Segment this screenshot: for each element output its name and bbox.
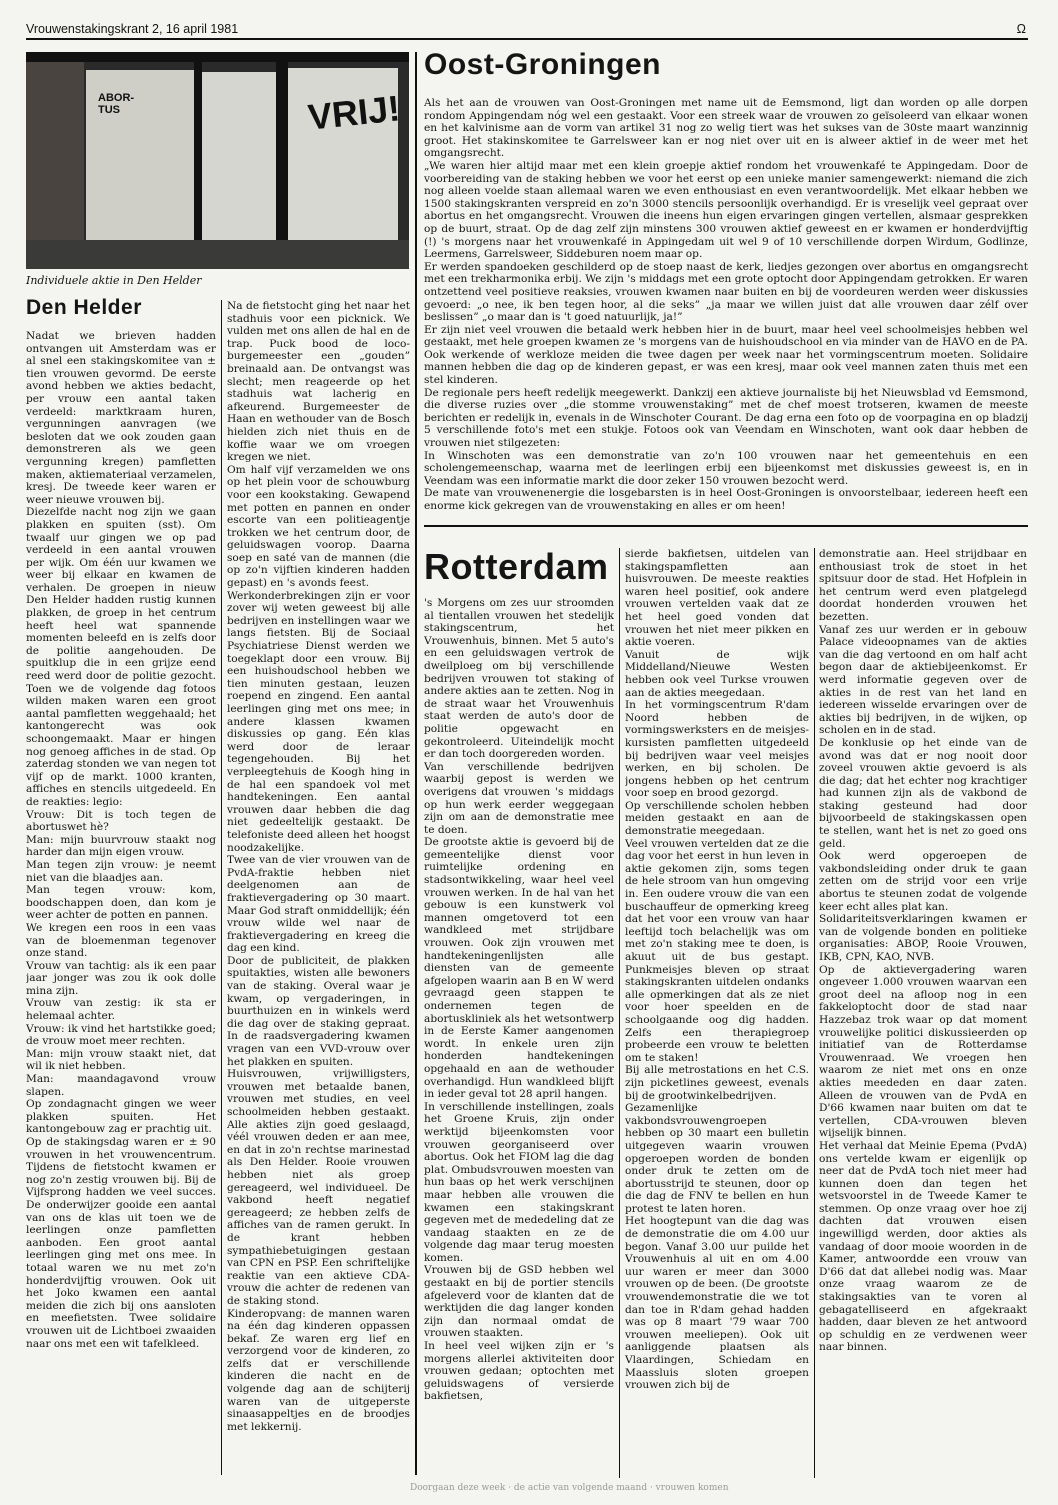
header-title: Vrouwenstakingskrant 2, 16 april 1981 <box>26 22 239 36</box>
paragraph: Om half vijf verzamelden we ons op het plein voor de schouwburg voor een kookstaking. Gewapend met potten en pannen en onder escorte van een politieagentje trokken we het centrum door, de geluidswagen voorop. Daarna soep en saté van de mannen (die op zo'n vijftien kinderen hadden gepast) en 's avonds feest. <box>227 463 410 590</box>
paragraph: Kinderopvang: de mannen waren na één dag kinderen oppassen bekaf. Ze waren erg lief en verzorgend voor de kinderen, zo zelfs dat er verschillende kinderen die nacht en de volgende dag aan de schijterij waren van de uitgeperste sinaasappeltjes en de broodjes met lekkernij. <box>227 1307 410 1433</box>
paragraph: Nadat we brieven hadden ontvangen uit Amsterdam was er al snel een stakingskomitee van ± tien vrouwen gevormd. De eerste avond hebben we akties bedacht, per vrouw een aantal taken verdeeld: marktkraam huren, vergunningen aanvragen (we besloten dat we ook zouden gaan demonstreren als we geen vergunning kregen) pamfletten maken, aktiemateriaal verzamelen, kresj. De tweede keer waren er weer nieuwe vrouwen bij. <box>26 330 216 506</box>
paragraph: Man tegen vrouw: kom, boodschappen doen, dan kom je weer achter de potten en pannen. <box>26 884 216 922</box>
rotterdam-column-3 <box>819 548 1027 1478</box>
section-rule <box>424 525 1028 527</box>
paragraph: We kregen een roos in een vaas van de bloemenman tegenover onze stand. <box>26 921 216 960</box>
paragraph: Vanuit de wijk Middelland/Nieuwe Westen hebben ook veel Turkse vrouwen aan de akties meegedaan. <box>625 648 809 699</box>
paragraph: Op verschillende scholen hebben meiden gestaakt en aan de demonstratie meegedaan. <box>625 799 809 838</box>
rotterdam-column-2 <box>625 548 809 1478</box>
paragraph: 's Morgens om zes uur stroomden al tientallen vrouwen het stedelijk stakingscentrum, het Vrouwenhuis, binnen. Met 5 auto's en een geluidswagen vertrok de dweilploeg om bij verschillende bedrijven vrouwen tot staking of andere akties aan te zetten. Nog in de straat waar het Vrouwenhuis staat werden de auto's door de politie opgewacht en gekontroleerd. Uiteindelijk mocht er dan toch doorgereden worden. <box>424 597 614 761</box>
paragraph: Het verhaal dat Meinie Epema (PvdA) ons vertelde kwam er eigenlijk op neer dat de PvdA toch niet meer had kunnen doen dan tegen het wetsvoorstel in de Tweede Kamer te stemmen. Op onze vraag over hoe zij dachten dat vrouwen eisen ingewilligd werden, door akties als vandaag of door mooie woorden in de Kamer, antwoordde een vrouw van D'66 dat dat allebei nodig was. Maar onze vraag waarom ze de stakingsakties van te voren al gebagatelliseerd en afgekraakt hadden, daar bleven ze het antwoord op schuldig en ze verdwenen weer naar binnen. <box>819 1139 1027 1354</box>
paragraph: Man: mijn vrouw staakt niet, dat wil ik niet hebben. <box>26 1047 216 1073</box>
paragraph: Het hoogtepunt van die dag was de demonstratie die om 4.00 uur begon. Vanaf 3.00 uur puilde het Vrouwenhuis al uit en om 4.00 uur waren er meer dan 3000 vrouwen op de been. (De grootste vrouwendemonstratie die we tot dan toe in R'dam gehad hadden was op 8 maart '79 waar 700 vrouwen meeliepen). Ook uit aanliggende plaatsen als Vlaardingen, Schiedam en Maassluis sloten groepen vrouwen zich bij de <box>625 1215 809 1392</box>
paragraph: Gezamenlijke vakbondsvrouwengroepen hebben op 30 maart een bulletin uitgegeven waarin vrouwen opgeroepen worden de bonden onder druk te zetten om de abortusstrijd te steunen, door op die dag de FNV te bellen en hun protest te laten horen. <box>625 1102 809 1215</box>
sign-abortus: ABOR-TUS <box>98 92 135 116</box>
column-divider <box>619 548 620 1478</box>
paragraph: Veel vrouwen vertelden dat ze die dag voor het eerst in hun leven in aktie gekomen zijn, soms tegen de hele stroom van hun omgeving in. Een oudere vrouw die van een buschauffeur de opmerking kreeg dat het voor een vrouw van haar leeftijd toch belachelijk was om met zo'n staking mee te doen, is akuut uit de bus gestapt. Punkmeisjes bleven op straat stakingskranten uitdelen ondanks alle opmerkingen dat als ze niet voor hoer speelden en de schoolgaande oog dig hadden. Zelfs een therapiegroep probeerde een vrouw te beletten om te staken! <box>625 837 809 1064</box>
paragraph: Diezelfde nacht nog zijn we gaan plakken en spuiten (sst). Om twaalf uur gingen we op pad verdeeld in een aantal vrouwen per wijk. Om één uur kwamen we weer bij elkaar en kwamen de verhalen. De groepen in nieuw Den Helder hadden rustig kunnen plakken, de groep in het centrum heeft heel wat spannende momenten beleefd en is zelfs door de politie aangehouden. De spuitklup die in een grijze eend reed werd door de politie gezocht. Toen we de volgende dag fotoos wilden maken waren een groot aantal pamfletten weggehaald; het kantongerecht was ook schoongemaakt. Maar er hingen nog genoeg affiches in de stad. Op zaterdag stonden we van negen tot vijf op de markt. 1000 kranten, affiches en stencils uitgedeeld. En de reakties: legio: <box>26 506 216 808</box>
oost-groningen-body <box>424 97 1028 520</box>
paragraph: Er werden spandoeken geschilderd op de stoep naast de kerk, liedjes gezongen over abortus en omgangsrecht met een trekharmonika erbij. We zijn 's middags met een grote optocht door Appingendam getrokken. Er waren ontzettend veel positieve reaksies, vrouwen kwamen naar buiten en bij de voordeuren werden weer diskussies gevoerd: „o nee, ik ben tegen hoor, al die seks” „ja maar we willen juist dat alle vrouwen daar zélf over beslissen” „o maar dan is 't goed natuurlijk, ja!” <box>424 260 1028 324</box>
paragraph: Man: maandagavond vrouw slapen. <box>26 1073 216 1098</box>
column-divider <box>814 548 815 1478</box>
paragraph: In het vormingscentrum R'dam Noord hebben de vormingswerksters en de meisjes-kursisten pamfletten uitgedeeld bij bedrijven waar veel meisjes werken, en bij scholen. De jongens hebben op het centrum voor soep en brood gezorgd. <box>625 699 809 800</box>
paragraph: demonstratie aan. Heel strijdbaar en enthousiast trok de stoet in het spitsuur door de stad. Het Hofplein in het centrum werd even platgelegd doordat honderden vrouwen het bezetten. <box>819 548 1027 623</box>
paragraph: Na de fietstocht ging het naar het stadhuis voor een picknick. We vulden met ons allen de hal en de trap. Puck bood de loco-burgemeester een „gouden” breinaald aan. De ontvangst was slecht; men reageerde op het stadhuis wat lacherig en afkeurend. Burgemeester de Haan en wethouder van de Bosch hielden zich niet thuis en de koffie waar we om vroegen kregen we niet. <box>227 300 410 464</box>
rotterdam-title: Rotterdam <box>424 546 609 587</box>
paragraph: De grootste aktie is gevoerd bij de gemeentelijke dienst voor ruimtelijke ordening en stadsontwikkeling, waar heel veel vrouwen werken. In de hal van het gebouw is een kunstwerk vol mannen omgetoverd tot een wandkleed met strijdbare vrouwen. Ook zijn vrouwen met handtekeningenlijsten alle diensten van de gemeente afgelopen waarin aan B en W werd gevraagd geen stappen te ondernemen tegen de abortuskliniek als het wetsontwerp in de Eerste Kamer aangenomen wordt. In enkele uren zijn honderden handtekeningen opgehaald en aan de wethouder overhandigd. Hun wandkleed blijft in ieder geval tot 28 april hangen. <box>424 836 614 1101</box>
paragraph: Solidariteitsverklaringen kwamen er van de volgende bonden en politieke organisaties: ABOP, Rooie Vrouwen, IKB, CPN, KAO, NVB. <box>819 913 1027 963</box>
paragraph: „We waren hier altijd maar met een klein groepje aktief rondom het vrouwenkafé te Appingedam. Door de voorbereiding van de staking hebben we voor het eerst op een unieke manier samengewerkt: niemand die zich nog alleen voelde staan allemaal waren we even enthousiast en even verantwoordelijk. Met elkaar hebben we 1500 stakingskranten verspreid en zo'n 3000 stencils persoonlijk overhandigd. Er is vreselijk veel gepraat over abortus en het omgangsrecht. Vrouwen die ineens hun eigen ervaringen gingen vertellen, alsmaar gesprekken op de buurt, straat. Op de dag zelf zijn minstens 300 vrouwen aktief geweest en er kwamen er honderdvijftig (!) 's morgens naar het vrouwenkafé in Appingedam uit wel 9 of 10 verschillende dorpen Wirdum, Godlinze, Leermens, Garrelsweer, Siddeburen noem maar op. <box>424 159 1028 261</box>
paragraph: Vrouw van tachtig: als ik een paar jaar jonger was zou ik ook dolle mina zijn. <box>26 959 216 997</box>
paragraph: Op de stakingsdag waren er ± 90 vrouwen in het vrouwencentrum. Tijdens de fietstocht kwamen er nog zo'n zestig vrouwen bij. Bij de Vijfsprong hadden we veel succes. De onderwijzer gooide een aantal van ons de klas uit toen we de leerlingen onze pamfletten aanboden. Een groot aantal leerlingen ging met ons mee. In totaal waren we nu met zo'n honderdvijftig vrouwen. Ook uit het Joko kwamen een aantal meiden die zich bij ons aansloten en meefietsten. Twee solidaire vrouwen uit de Lichtboei zwaaiden naar ons met een wit tafelkleed. <box>26 1136 216 1350</box>
photo-caption: Individuele aktie in Den Helder <box>26 274 202 287</box>
paragraph: Bij alle metrostations en het C.S. zijn picketlines geweest, evenals bij de grootwinkelbedrijven. <box>625 1064 809 1102</box>
paragraph: Op zondagnacht gingen we weer plakken spuiten. Het kantongebouw zag er prachtig uit. <box>26 1098 216 1136</box>
paragraph: Man tegen zijn vrouw: je neemt niet van die blaadjes aan. <box>26 858 216 884</box>
paragraph: Vrouwen bij de GSD hebben wel gestaakt en bij de portier stencils afgeleverd voor de klanten dat de werktijden die dag langer konden zijn dan normaal omdat de vrouwen staakten. <box>424 1264 614 1340</box>
rotterdam-column-1 <box>424 597 614 1477</box>
paragraph: Ook werd opgeroepen de vakbondsleiding onder druk te gaan zetten om de strijd voor een vrije abortus te steunen zodat de volgende keer echt alles plat kan. <box>819 850 1027 913</box>
paragraph: Er zijn niet veel vrouwen die betaald werk hebben hier in de buurt, maar heel veel schoolmeisjes hebben wel gestaakt, met hele groepen kwamen ze 's morgens van de huishoudschool en via minder van de HAVO en de PA. Ook werkende of werkloze meiden die twee dagen per week naar het vormingscentrum moeten. Solidaire mannen hebben die dag op de kinderen gepast, er was een kresj, maar ook veel mannen zaten thuis met een stel kinderen. <box>424 323 1028 387</box>
page-header <box>26 22 1026 44</box>
paragraph: Op de aktievergadering waren ongeveer 1.000 vrouwen waarvan een groot deel na afloop nog in een fakkeloptocht door de stad naar Hazzebaz trok waar op dat moment vrouwelijke politici diskussieerden op initiatief van de Rotterdamse Vrouwenraad. We vroegen hen waarom ze niet met ons en onze akties meededen en daar zaten. Alleen de vrouwen van de PvdA en D'66 kwamen naar buiten om dat te vertellen, CDA-vrouwen bleven wijselijk binnen. <box>819 963 1027 1140</box>
paragraph: In verschillende instellingen, zoals het Groene Kruis, zijn onder werktijd bijeenkomsten voor vrouwen georganiseerd over abortus. Ook het FIOM lag die dag plat. Ombudsvrouwen moesten van hun baas op het werk verschijnen maar hebben alle vrouwen die kwamen een stakingskrant gegeven met de mededeling dat ze vandaag staakten en ze de volgende dag maar terug moesten komen. <box>424 1100 614 1264</box>
header-rule <box>26 38 1028 40</box>
column-divider <box>221 300 222 1475</box>
paragraph: Vrouw: ik vind het hartstikke goed; de vrouw moet meer rechten. <box>26 1022 216 1048</box>
sign-vrij: VRIJ! <box>306 87 402 138</box>
paragraph: Vanaf zes uur werden er in gebouw Palace videoopnames van de akties van die dag vertoond en om half acht begon daar de aktiebijeenkomst. Er werd informatie gegeven over de akties in de rest van het land en iedereen wisselde ervaringen over de akties bij bedrijven, in de wijken, op scholen en in de stad. <box>819 623 1027 737</box>
paragraph: Van verschillende bedrijven waarbij gepost is werden we overigens dat vrouwen 's middags op hun werk eerder weggegaan zijn om aan de demonstratie mee te doen. <box>424 760 614 836</box>
oost-groningen-title: Oost-Groningen <box>424 48 661 81</box>
paragraph: Twee van de vier vrouwen van de PvdA-fraktie hebben niet deelgenomen aan de fraktievergadering op 30 maart. Maar God straft onmiddellijk; één vrouw wilde wel naar de fraktievergadering en kreeg die dag een kind. <box>227 854 410 955</box>
photo-den-helder <box>26 52 409 269</box>
paragraph: Door de publiciteit, de plakken spuitakties, wisten alle bewoners van de staking. Overal waar je kwam, op vergaderingen, in buurthuizen en in winkels werd die dag over de staking gepraat. In de raadsvergadering kwamen vragen van een VVD-vrouw over het plakken en spuiten. <box>227 954 410 1068</box>
den-helder-title: Den Helder <box>26 296 142 319</box>
paragraph: In heel veel wijken zijn er 's morgens allerlei aktiviteiten door vrouwen gedaan; optochten met geluidswagens of versierde bakfietsen, <box>424 1340 614 1403</box>
page-mark: Ω <box>1016 22 1026 36</box>
paragraph: sierde bakfietsen, uitdelen van stakingspamfletten aan huisvrouwen. De meeste reakties waren heel positief, ook andere vrouwen vertelden vaak dat ze het heel goed vonden dat vrouwen het niet meer pikken en aktie voeren. <box>625 548 809 649</box>
paragraph: Als het aan de vrouwen van Oost-Groningen met name uit de Eemsmond, ligt dan worden op alle dorpen rondom Appingendam nóg wel een gestaakt. Voor een streek waar de vrouwen zo geïsoleerd van elkaar wonen en het kalvinisme aan de vorm van artikel 31 nog zo welig tiert was het sukses van de 30ste maart wanzinnig groot. Het stakinskomitee te Garrelsweer kan er nog niet over uit en is alweer aktief in de weer met het omgangsrecht. <box>424 97 1028 160</box>
paragraph: Man: mijn buurvrouw staakt nog harder dan mijn eigen vrouw. <box>26 833 216 859</box>
paragraph: Vrouw van zestig: ik sta er helemaal achter. <box>26 997 216 1023</box>
den-helder-column-1 <box>26 330 216 1470</box>
paragraph: De mate van vrouwenenergie die losgebarsten is in heel Oost-Groningen is onvoorstelbaar, iedereen heeft een enorme kick gekregen van de vrouwenstaking en alles er om heen! <box>424 487 1028 512</box>
paragraph: Huisvrouwen, vrijwilligsters, vrouwen met betaalde banen, vrouwen met studies, en veel schoolmeiden hebben gestaakt. Alle akties zijn goed geslaagd, véél vrouwen deden er aan mee, en dat in zo'n rechtse marinestad als Den Helder. Rooie vrouwen hebben niet als groep gereageerd, wel individueel. De vakbond heeft negatief gereageerd; ze hebben zelfs de affiches van de ramen gerukt. In de krant hebben sympathiebetuigingen gestaan van CPN en PSP. Een schriftelijke reaktie van een aktieve CDA-vrouw die achter de redenen van de staking stond. <box>227 1068 410 1307</box>
den-helder-column-2 <box>227 300 410 1470</box>
footer-bleed-text: Doorgaan deze week · de actie van volgende maand · vrouwen komen <box>410 1483 729 1493</box>
paragraph: Werkonderbrekingen zijn er voor zover wij weten geweest bij alle bedrijven en instellingen waar we langs fietsten. Bij de Sociaal Psychiatriese Dienst werden we toegeklapt door een vrouw. Bij een huishoudschool hebben we tien minuten gestaan, leuzen roepend en zingend. Een aantal leerlingen ging met ons mee; in andere klassen kwamen diskussies op gang. Eén klas werd door de leraar tegengehouden. Bij het verpleegtehuis de Koogh hing in de hal een spandoek vol met handtekeningen. Een aantal vrouwen daar hebben die dag niet gedeeltelijk gestaakt. De telefoniste deed alleen het hoogst noodzakelijke. <box>227 589 410 854</box>
paragraph: De regionale pers heeft redelijk meegewerkt. Dankzij een aktieve journaliste bij het Nieuwsblad vd Eemsmond, die diverse ruzies over „die stomme vrouwenstaking” met de chef moest trotseren, kwamen de meeste berichten er redelijk in, evenals in de Winschoter Courant. De dag erna een foto op de voorpagina en op bladzij 5 verschillende foto's met een stukje. Fotoos ook van Veendam en Winschoten, want ook daar hebben de vrouwen niet stilgezeten: <box>424 386 1028 450</box>
paragraph: In Winschoten was een demonstratie van zo'n 100 vrouwen naar het gemeentehuis en een scholengemeenschap, waarna met de leerlingen erbij een bijeenkomst met diskussies geweest is, en in Veendam was een informatie markt die door zeker 150 vrouwen bezocht werd. <box>424 449 1028 487</box>
section-divider <box>415 52 417 1475</box>
paragraph: De konklusie op het einde van de avond was dat er nog nooit door zoveel vrouwen aktie gevoerd is als die dag; dat het echter nog krachtiger had kunnen zijn als de vakbond de staking gesteund had door bijvoorbeeld de stakingskassen open te stellen, want het is net zo goed ons geld. <box>819 736 1027 850</box>
paragraph: Vrouw: Dit is toch tegen de abortuswet hè? <box>26 808 216 834</box>
